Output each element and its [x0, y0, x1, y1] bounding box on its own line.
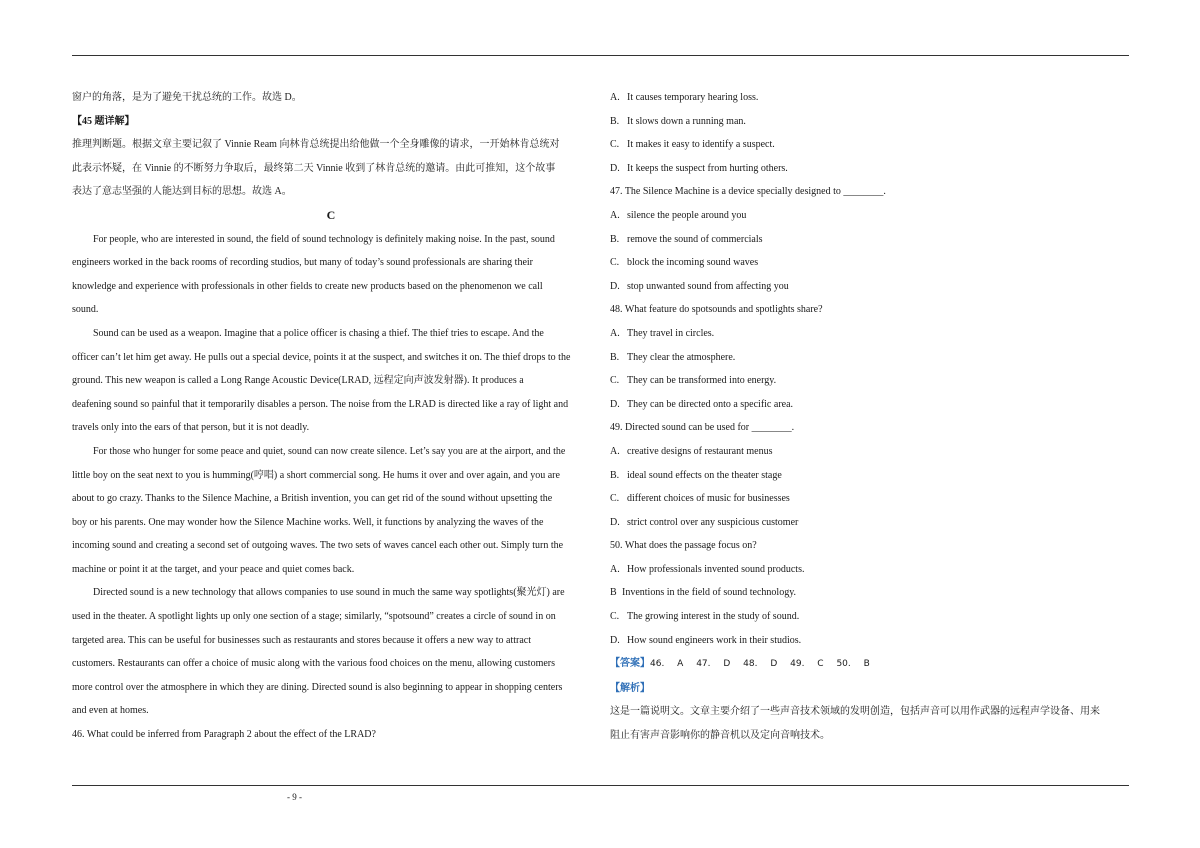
option-letter: B. — [610, 233, 620, 245]
question-49: 49. Directed sound can be used for ________. — [610, 422, 795, 434]
text-line: engineers worked in the back rooms of recording studios, but many of today’s sound professionals are sharing their — [72, 257, 534, 269]
text-line: knowledge and experience with professionals in other fields to create new products based on the phenomenon we call — [72, 280, 543, 292]
text-line: machine or point it at the target, and your peace and quiet comes back. — [72, 563, 355, 575]
option-letter: C. — [610, 611, 620, 623]
question-46: 46. What could be inferred from Paragraph 2 about the effect of the LRAD? — [72, 729, 376, 741]
option-text: stop unwanted sound from affecting you — [627, 280, 789, 292]
option-letter: C. — [610, 257, 620, 269]
option-letter: D. — [610, 516, 620, 528]
text-line: 这是一篇说明文。文章主要介绍了一些声音技术领域的发明创造，包括声音可以用作武器的远程声学设备、用来 — [610, 706, 1100, 718]
option-text: remove the sound of commercials — [627, 233, 763, 245]
right-column — [610, 86, 1130, 748]
option-c — [610, 369, 1130, 393]
option-text: They clear the atmosphere. — [627, 351, 736, 363]
text-line: customers. Restaurants can offer a choice of music along with the various food choices on the menu, allowing customers — [72, 658, 556, 670]
option-b — [610, 346, 1130, 370]
option-text: It makes it easy to identify a suspect. — [627, 139, 775, 151]
option-c — [610, 133, 1130, 157]
paragraph-1 — [72, 228, 590, 322]
text-line: For those who hunger for some peace and quiet, sound can now create silence. Let’s say you are at the airport, and the — [93, 445, 566, 457]
text-line: 表达了意志坚强的人能达到目标的思想。故选 A。 — [72, 186, 292, 198]
text-line: 此表示怀疑，在 Vinnie 的不断努力争取后，最终第二天 Vinnie 收到了林肯总统的邀请。由此可推知，这个故事 — [72, 162, 556, 174]
header-rule — [72, 55, 1129, 56]
option-text: They can be directed onto a specific area. — [627, 398, 794, 410]
option-text: Inventions in the field of sound technology. — [622, 587, 797, 599]
option-b — [610, 581, 1130, 605]
text-line: 阻止有害声音影响你的静音机以及定向音响技术。 — [610, 730, 830, 742]
option-text: They travel in circles. — [627, 327, 715, 339]
option-text: The growing interest in the study of sound. — [627, 611, 800, 623]
option-letter: A. — [610, 445, 620, 457]
option-letter: C. — [610, 139, 620, 151]
paragraph-3 — [72, 440, 590, 582]
text-line: Directed sound is a new technology that allows companies to use sound in much the same way spotlights(聚光灯) are — [93, 587, 565, 599]
text-line: more control over the atmosphere in which they are dining. Directed sound is also beginning to appear in shopping centers — [72, 681, 563, 693]
option-text: silence the people around you — [627, 209, 747, 221]
option-c — [610, 605, 1130, 629]
footer-rule — [72, 785, 1129, 786]
answer-tag: 【答案】 — [610, 658, 650, 670]
option-text: creative designs of restaurant menus — [627, 445, 773, 457]
paragraph-4 — [72, 581, 590, 723]
option-a — [610, 440, 1130, 464]
text-line: boy or his parents. One may wonder how the Silence Machine works. Well, it functions by analyzing the waves of the — [72, 516, 544, 528]
question-48: 48. What feature do spotsounds and spotlights share? — [610, 304, 823, 316]
text-line: and even at homes. — [72, 705, 149, 717]
option-letter: D. — [610, 634, 620, 646]
option-text: strict control over any suspicious customer — [627, 516, 799, 528]
option-a — [610, 322, 1130, 346]
option-c — [610, 487, 1130, 511]
analysis-line — [610, 677, 1130, 701]
option-text: ideal sound effects on the theater stage — [627, 469, 782, 481]
text-line: travels only into the ears of that person, but it is not deadly. — [72, 422, 310, 434]
option-letter: B. — [610, 115, 620, 127]
option-b — [610, 464, 1130, 488]
option-text: They can be transformed into energy. — [627, 375, 777, 387]
text-line: sound. — [72, 304, 99, 316]
option-text: block the incoming sound waves — [627, 257, 759, 269]
option-letter: C. — [610, 375, 620, 387]
option-letter: D. — [610, 398, 620, 410]
left-column — [72, 86, 590, 747]
option-letter: A. — [610, 563, 620, 575]
question-47: 47. The Silence Machine is a device specially designed to ________. — [610, 186, 886, 198]
text-line: ground. This new weapon is called a Long Range Acoustic Device(LRAD, 远程定向声波发射器). It produces a — [72, 375, 524, 387]
analysis-tag: 【解析】 — [610, 682, 650, 694]
text-line: incoming sound and creating a second set of outgoing waves. The two sets of waves cancel each other out. Simply turn the — [72, 540, 564, 552]
option-b — [610, 228, 1130, 252]
option-d — [610, 629, 1130, 653]
option-b — [610, 110, 1130, 134]
option-d — [610, 511, 1130, 535]
option-a — [610, 558, 1130, 582]
option-text: It slows down a running man. — [627, 115, 746, 127]
option-text: How sound engineers work in their studios. — [627, 634, 802, 646]
option-letter: B. — [610, 351, 620, 363]
text-line: 推理判断题。根据文章主要记叙了 Vinnie Ream 向林肯总统提出给他做一个全身雕像的请求，一开始林肯总统对 — [72, 139, 560, 151]
answer-key: 46. A 47. D 48. D 49. C 50. B — [650, 659, 870, 670]
option-c — [610, 251, 1130, 275]
text-line: 窗户的角落，是为了避免干扰总统的工作。故选 D。 — [72, 92, 302, 103]
option-letter: A. — [610, 209, 620, 221]
text-line: targeted area. This can be useful for businesses such as restaurants and stores because it offers a new way to attract — [72, 634, 532, 646]
section-heading: C — [326, 207, 336, 222]
option-letter: A. — [610, 92, 620, 103]
option-text: How professionals invented sound products. — [627, 563, 805, 575]
option-letter: A. — [610, 327, 620, 339]
option-text: It causes temporary hearing loss. — [627, 92, 759, 103]
option-text: different choices of music for businesses — [627, 493, 790, 505]
text-line: For people, who are interested in sound, the field of sound technology is definitely making noise. In the past, sound — [93, 233, 555, 245]
paragraph-2 — [72, 322, 590, 440]
q45-explanation-heading: 【45 题详解】 — [72, 115, 135, 127]
option-a — [610, 86, 1130, 110]
text-line: Sound can be used as a weapon. Imagine that a police officer is chasing a thief. The thief tries to escape. And the — [93, 327, 544, 339]
answer-line — [610, 652, 1130, 677]
text-line: about to go crazy. Thanks to the Silence Machine, a British invention, you can get rid of the sound without upsetting the — [72, 493, 553, 505]
option-letter: B — [610, 587, 617, 599]
option-d — [610, 275, 1130, 299]
question-50: 50. What does the passage focus on? — [610, 540, 757, 552]
option-letter: D. — [610, 162, 620, 174]
text-line: deafening sound so painful that it temporarily disables a person. The noise from the LRAD is directed like a ray of light and — [72, 398, 569, 410]
option-a — [610, 204, 1130, 228]
option-d — [610, 393, 1130, 417]
text-line: officer can’t let him get away. He pulls out a special device, points it at the suspect, and switches it on. The thief drops to the — [72, 351, 571, 363]
option-text: It keeps the suspect from hurting others. — [627, 162, 788, 174]
option-letter: B. — [610, 469, 620, 481]
option-letter: D. — [610, 280, 620, 292]
option-letter: C. — [610, 493, 620, 505]
option-d — [610, 157, 1130, 181]
text-line: little boy on the seat next to you is humming(哼唱) a short commercial song. He hums it over and over again, and you are — [72, 469, 560, 481]
page-number: - 9 - — [287, 792, 302, 802]
text-line: used in the theater. A spotlight lights up only one section of a stage; similarly, “spotsound” creates a circle of sound in on — [72, 611, 556, 623]
